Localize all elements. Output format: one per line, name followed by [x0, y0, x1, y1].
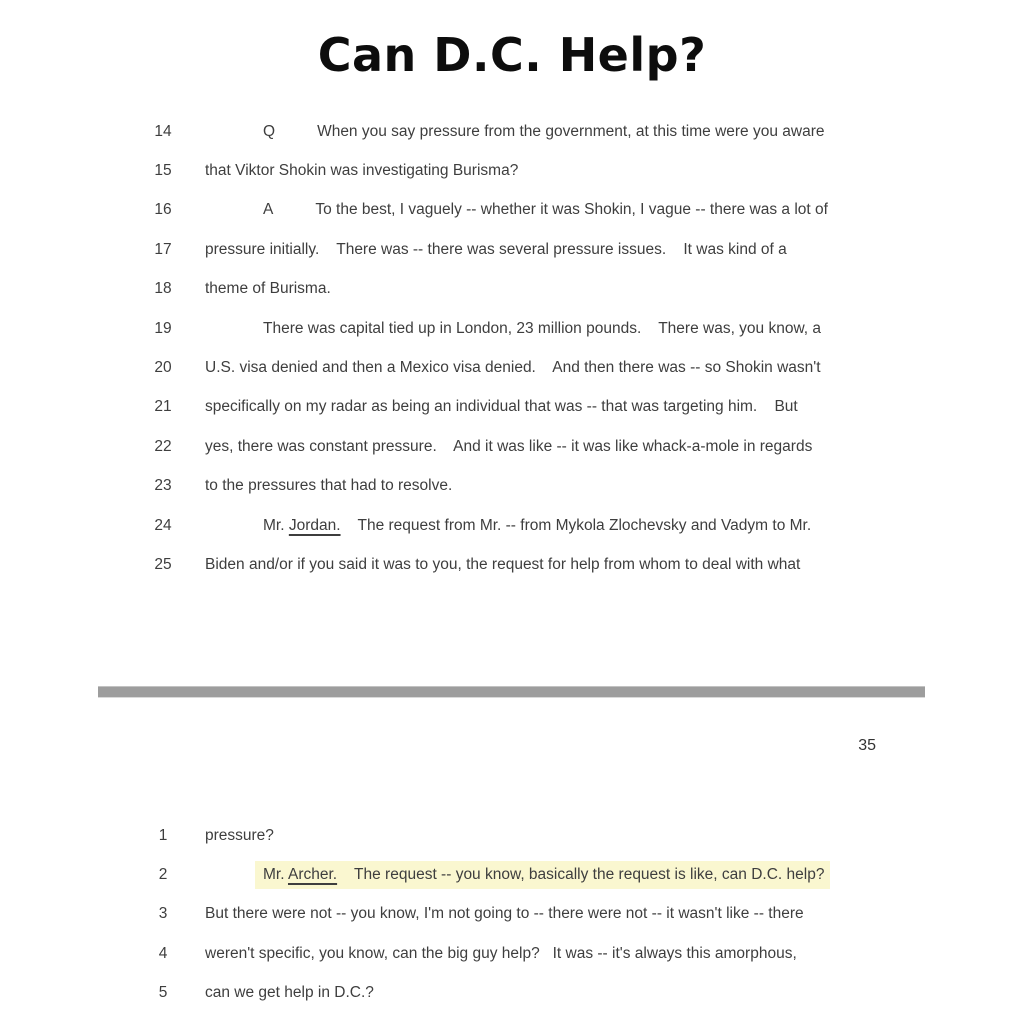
transcript-line: [148, 506, 948, 545]
transcript-line: [148, 388, 948, 427]
line-text: [205, 556, 800, 574]
line-content: [205, 280, 331, 298]
line-number: 5: [158, 984, 168, 1002]
transcript-line: [148, 270, 948, 309]
line-content: [205, 556, 800, 574]
text-segment: To the best, I vaguely -- whether it was Shokin, I vague -- there was a lot of: [315, 201, 828, 219]
highlighted-line-content: [255, 861, 830, 889]
line-number: 22: [154, 437, 172, 455]
line-content: [263, 517, 811, 535]
line-text: [205, 984, 374, 1002]
text-segment: The request -- you know, basically the request is like, can D.C. help?: [337, 866, 825, 884]
line-number: 16: [154, 201, 172, 219]
text-segment: A: [263, 201, 274, 219]
page-break-divider: [98, 686, 925, 698]
line-content: [263, 123, 824, 141]
line-content: [205, 241, 787, 259]
text-segment: There was capital tied up in London, 23 million pounds. There was, you know, a: [263, 319, 822, 337]
line-text: [205, 945, 797, 963]
line-content: [205, 438, 812, 456]
line-number: 25: [154, 555, 172, 573]
underlined-speaker-name: Jordan.: [288, 516, 341, 534]
transcript-line: [148, 427, 948, 466]
text-segment: pressure initially. There was -- there was several pressure issues. It was kind of a: [205, 240, 787, 258]
transcript-page-2: [148, 816, 948, 1013]
line-content: [205, 359, 821, 377]
line-text: [205, 438, 812, 456]
line-text: [205, 477, 452, 495]
line-content: [205, 398, 798, 416]
line-number: 3: [158, 905, 168, 923]
line-number: 20: [154, 359, 172, 377]
underlined-speaker-name: Archer.: [287, 866, 338, 884]
line-text: [205, 162, 518, 180]
line-number: 4: [158, 944, 168, 962]
line-text: [205, 201, 828, 219]
line-number: 21: [154, 398, 172, 416]
transcript-line: [148, 191, 948, 230]
transcript-line: [148, 230, 948, 269]
text-segment: specifically on my radar as being an individual that was -- that was targeting him. But: [205, 398, 798, 416]
text-segment: The request from Mr. -- from Mykola Zlochevsky and Vadym to Mr.: [340, 516, 812, 534]
line-text: [205, 517, 811, 535]
line-content: [205, 162, 518, 180]
line-content: [205, 945, 797, 963]
transcript-line: [148, 151, 948, 190]
line-text: [205, 320, 821, 338]
line-content: [205, 477, 452, 495]
line-number: 1: [158, 826, 168, 844]
transcript-page-1: [148, 112, 948, 585]
line-content: [205, 827, 274, 845]
transcript-line: [148, 309, 948, 348]
line-text: [205, 398, 798, 416]
text-segment: Biden and/or if you said it was to you, the request for help from whom to deal with what: [205, 555, 801, 573]
transcript-line: [148, 348, 948, 387]
transcript-line: [148, 545, 948, 584]
transcript-line: [148, 895, 948, 934]
line-number: 23: [154, 477, 172, 495]
line-content: [263, 320, 821, 338]
transcript-line: [148, 816, 948, 855]
line-number: 18: [154, 280, 172, 298]
line-content: [205, 905, 804, 923]
text-segment: that Viktor Shokin was investigating Burisma?: [205, 162, 519, 180]
text-segment: pressure?: [205, 826, 274, 844]
text-segment: Q: [263, 122, 276, 140]
text-segment: yes, there was constant pressure. And it was like -- it was like whack-a-mole in regards: [205, 437, 813, 455]
page-number: 35: [858, 737, 876, 754]
line-text: [205, 241, 787, 259]
transcript-line: [148, 112, 948, 151]
page-title: Can D.C. Help?: [317, 28, 707, 82]
line-text: [205, 861, 830, 889]
line-number: 17: [154, 240, 172, 258]
text-segment: can we get help in D.C.?: [205, 984, 374, 1002]
text-segment: Mr.: [263, 516, 289, 534]
text-segment: to the pressures that had to resolve.: [205, 477, 453, 495]
line-text: [205, 827, 274, 845]
line-content: [205, 984, 374, 1002]
line-number: 24: [154, 516, 172, 534]
line-number: 14: [154, 122, 172, 140]
line-number: 2: [158, 866, 168, 884]
line-number: 19: [154, 319, 172, 337]
text-segment: Mr.: [263, 866, 288, 884]
text-segment: When you say pressure from the government, at this time were you aware: [317, 122, 825, 140]
text-segment: U.S. visa denied and then a Mexico visa denied. And then there was -- so Shokin wasn't: [205, 359, 821, 377]
transcript-line: [148, 974, 948, 1013]
line-text: [205, 280, 331, 298]
line-content: [263, 201, 828, 219]
text-segment: But there were not -- you know, I'm not going to -- there were not -- it wasn't like -- there: [205, 905, 804, 923]
text-segment: weren't specific, you know, can the big guy help? It was -- it's always this amorphous,: [205, 944, 797, 962]
transcript-line: [148, 855, 948, 894]
line-text: [205, 359, 821, 377]
line-text: [205, 123, 824, 141]
transcript-line: [148, 934, 948, 973]
transcript-line: [148, 467, 948, 506]
text-segment: theme of Burisma.: [205, 280, 331, 298]
line-number: 15: [154, 162, 172, 180]
line-text: [205, 905, 804, 923]
